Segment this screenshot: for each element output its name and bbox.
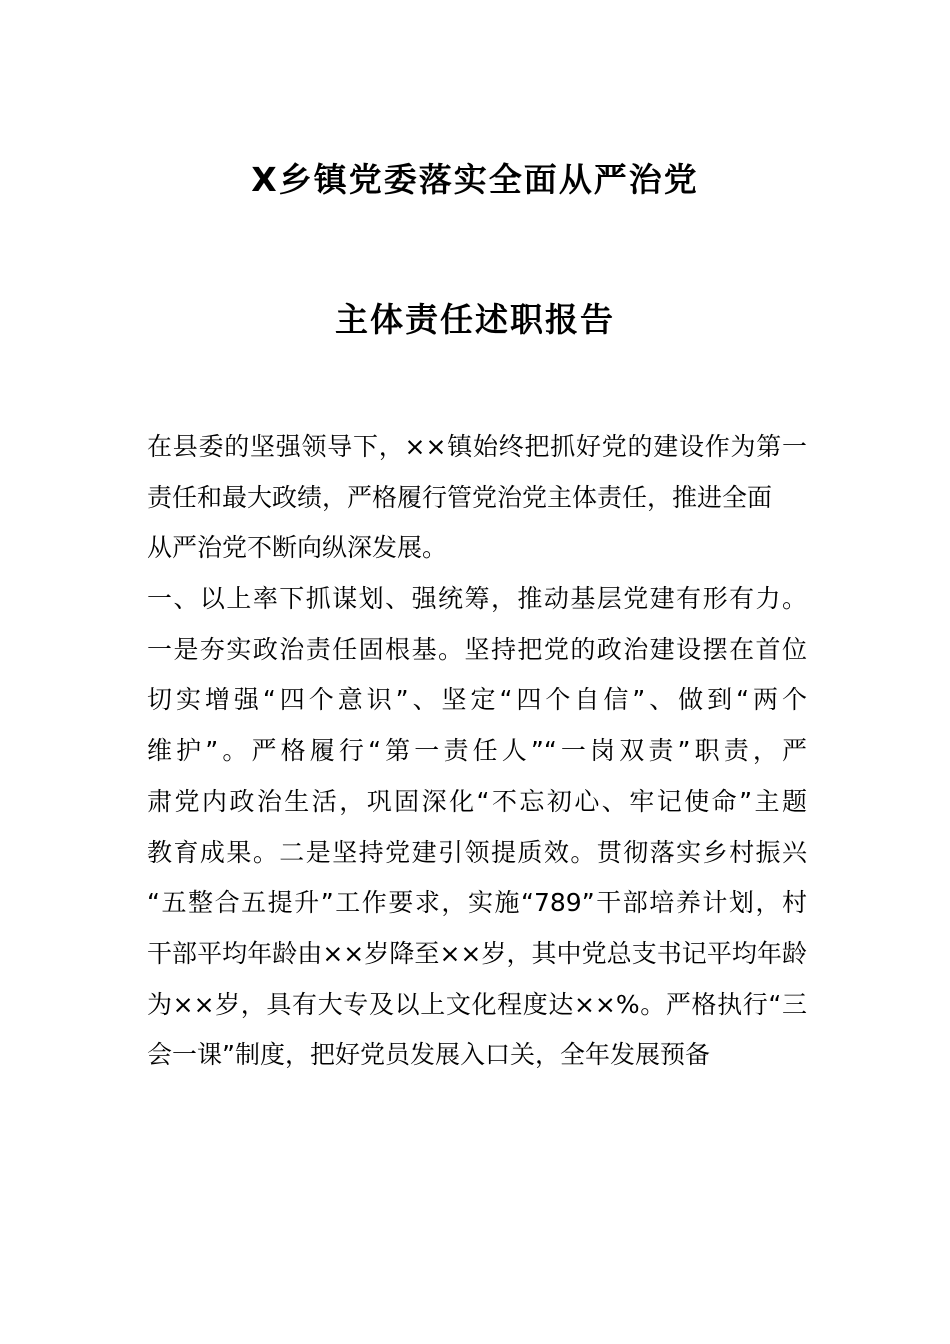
body-line: 从严治党不断向纵深发展。 xyxy=(147,533,448,563)
body-line: 教育成果。二是坚持党建引领提质效。贯彻落实乡村振兴 xyxy=(147,837,807,867)
body-line: 维护”。严格履行“第一责任人”“一岗双责”职责，严 xyxy=(147,736,807,766)
body-line: 一是夯实政治责任固根基。坚持把党的政治建设摆在首位 xyxy=(147,634,807,664)
document-title-line-1: X乡镇党委落实全面从严治党 xyxy=(251,160,699,199)
body-line: 切实增强“四个意识”、坚定“四个自信”、做到“两个 xyxy=(147,685,807,715)
body-line: 一、以上率下抓谋划、强统筹，推动基层党建有形有力。 xyxy=(147,584,807,614)
body-line: 肃党内政治生活，巩固深化“不忘初心、牢记使命”主题 xyxy=(147,786,807,816)
body-line: “五整合五提升”工作要求，实施“789”干部培养计划，村 xyxy=(147,888,807,918)
document-title-line-2: 主体责任述职报告 xyxy=(335,300,615,339)
body-line: 干部平均年龄由××岁降至××岁，其中党总支书记平均年龄 xyxy=(147,938,807,968)
document-body xyxy=(147,422,807,1081)
body-line: 在县委的坚强领导下，××镇始终把抓好党的建设作为第一 xyxy=(147,432,807,461)
body-line: 责任和最大政绩，严格履行管党治党主体责任，推进全面 xyxy=(147,482,773,512)
body-line: 会一课”制度，把好党员发展入口关，全年发展预备 xyxy=(147,1040,710,1070)
body-line: 为××岁，具有大专及以上文化程度达××%。严格执行“三 xyxy=(147,989,807,1019)
